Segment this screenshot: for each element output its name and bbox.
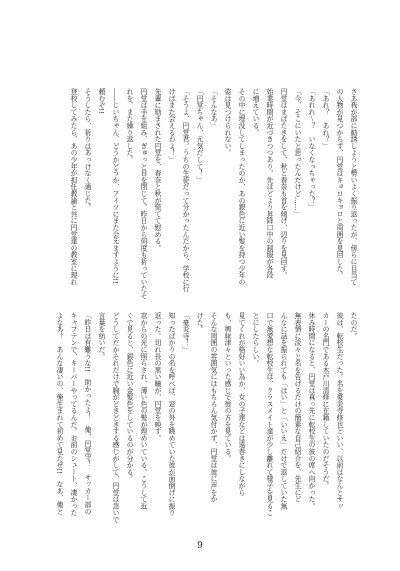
text-column: 先輩に励まされた円堂を、春奈と秋が慌てて慰める。 xyxy=(153,88,161,252)
text-column: 円堂はまばたきをして、秋と春奈も首を傾げ、辺りを見回す。 xyxy=(279,88,287,279)
text-column: 無表情に淡々と名を告げるだけの簡素な自己紹介を、先生にど xyxy=(293,312,301,503)
text-column: 「昨日は有難うな!! 助かったよ！ 俺、円堂守！ サッカー部の xyxy=(83,312,91,515)
text-column: 「そうよ、円堂君。うちの生徒だって分かったんだから、学校に行 xyxy=(181,88,189,292)
text-column: も、興味津々といった感じで彼の方を見ている。 xyxy=(223,312,231,462)
text-column: ――じいちゃん、どうかどうか、アイツにまた会えますように!! xyxy=(111,88,119,284)
text-column: 「あれ？ あれ？」 xyxy=(321,88,329,150)
text-column: 始業時間が近づきつつあり、先ほどより昇降口中の制服が各段 xyxy=(265,88,273,279)
text-column: 窓からの光に照らされ、薄い色の髪が煌めいている。こうして近 xyxy=(139,312,147,510)
text-column: けた。 xyxy=(195,312,203,333)
text-column: 知ったばかりの名を呼べば、窓の外を眺めていた彼が面倒げに振り xyxy=(167,312,175,516)
upper-text-tier xyxy=(52,88,360,302)
page-number: 9 xyxy=(197,541,203,551)
text-column: とにしたらしい。 xyxy=(251,312,259,367)
text-column: どうしてだかそれだけで胸がどきどきする感じがして、円堂は急いで xyxy=(111,312,119,523)
text-column: れを、また繰り返した。 xyxy=(125,88,133,163)
text-column: けばまた会えるわよ！」 xyxy=(167,88,175,163)
text-column: 「今、そこにいたと思ったんだけど……」 xyxy=(293,88,301,218)
text-column: 休み時間になると、円堂は真っ先に転校生の彼の席へ向かった。 xyxy=(307,312,315,510)
text-column: キャプテンで、キーパーやってるんだ。お前のシュート、凄かった xyxy=(69,312,77,516)
text-column: に増えている。 xyxy=(251,88,259,136)
text-column: 返った。切れ長の黒い瞳が、円堂を映す。 xyxy=(153,312,161,442)
text-column: んなに話を振られても「はい」と「いいえ」だけで返していた無 xyxy=(279,312,287,510)
text-column: カーの名門である木戸川清修に在籍していたのだそうだ。 xyxy=(321,312,329,489)
text-column: の人物が見つからず、円堂はキョロキョロと周囲を見回した。 xyxy=(335,88,343,279)
text-column: さあ我が部に勧誘しようと勢いよく振り返ったが、傍らに目当て xyxy=(349,88,357,286)
text-column: 「そんなあ」 xyxy=(209,88,217,129)
text-column: 「あれれ～？ いなくなっちゃった？」 xyxy=(307,88,315,211)
text-column: その中に埋没してしまったのか、あの銀色に近い髪を持つ少年の xyxy=(237,88,245,286)
text-column: たのだ。 xyxy=(349,312,357,340)
text-column: 「豪炎寺！」 xyxy=(181,312,189,353)
text-column: 円堂は手を組み、ぎゅっと目を閉じて、昨日から何度も祈っていたそ xyxy=(139,88,147,299)
lower-text-tier xyxy=(52,312,360,526)
text-column: くで見ると、銀色に近い金髪色をしているのが分かる。 xyxy=(125,312,133,482)
text-column: 頼むぞ!! xyxy=(97,88,105,114)
text-column: そんな周囲の雰囲気にはもちろん気付かず、円堂は彼に声をか xyxy=(209,312,217,503)
text-column: そうしたら、祈りはあっけなく通じた。 xyxy=(83,88,91,211)
text-column: 「円堂ちゃん、元気だして！」 xyxy=(195,88,203,184)
text-column: 見てくれが格好いい為か、女の子達などは遠巻きにしながら xyxy=(237,312,245,496)
text-column: よなあ！ あんな凄いの、俺生まれて初めて見たぜ!! なあ、俺と xyxy=(55,312,63,515)
text-column: 口で無愛想な転校生は、クラスメイト達が少し離れて様子を見るこ xyxy=(265,312,273,516)
text-column: 登校してみたら、あの少年が担任教諭と共に円堂達の教室に現れ xyxy=(69,88,77,286)
text-column: 彼は、転校生だった。名を豪炎寺修也といい、以前はなんとサッ xyxy=(335,312,343,510)
text-column: 姿は見つけられない。 xyxy=(223,88,231,156)
text-column: 言葉を紡いだ。 xyxy=(97,312,105,360)
